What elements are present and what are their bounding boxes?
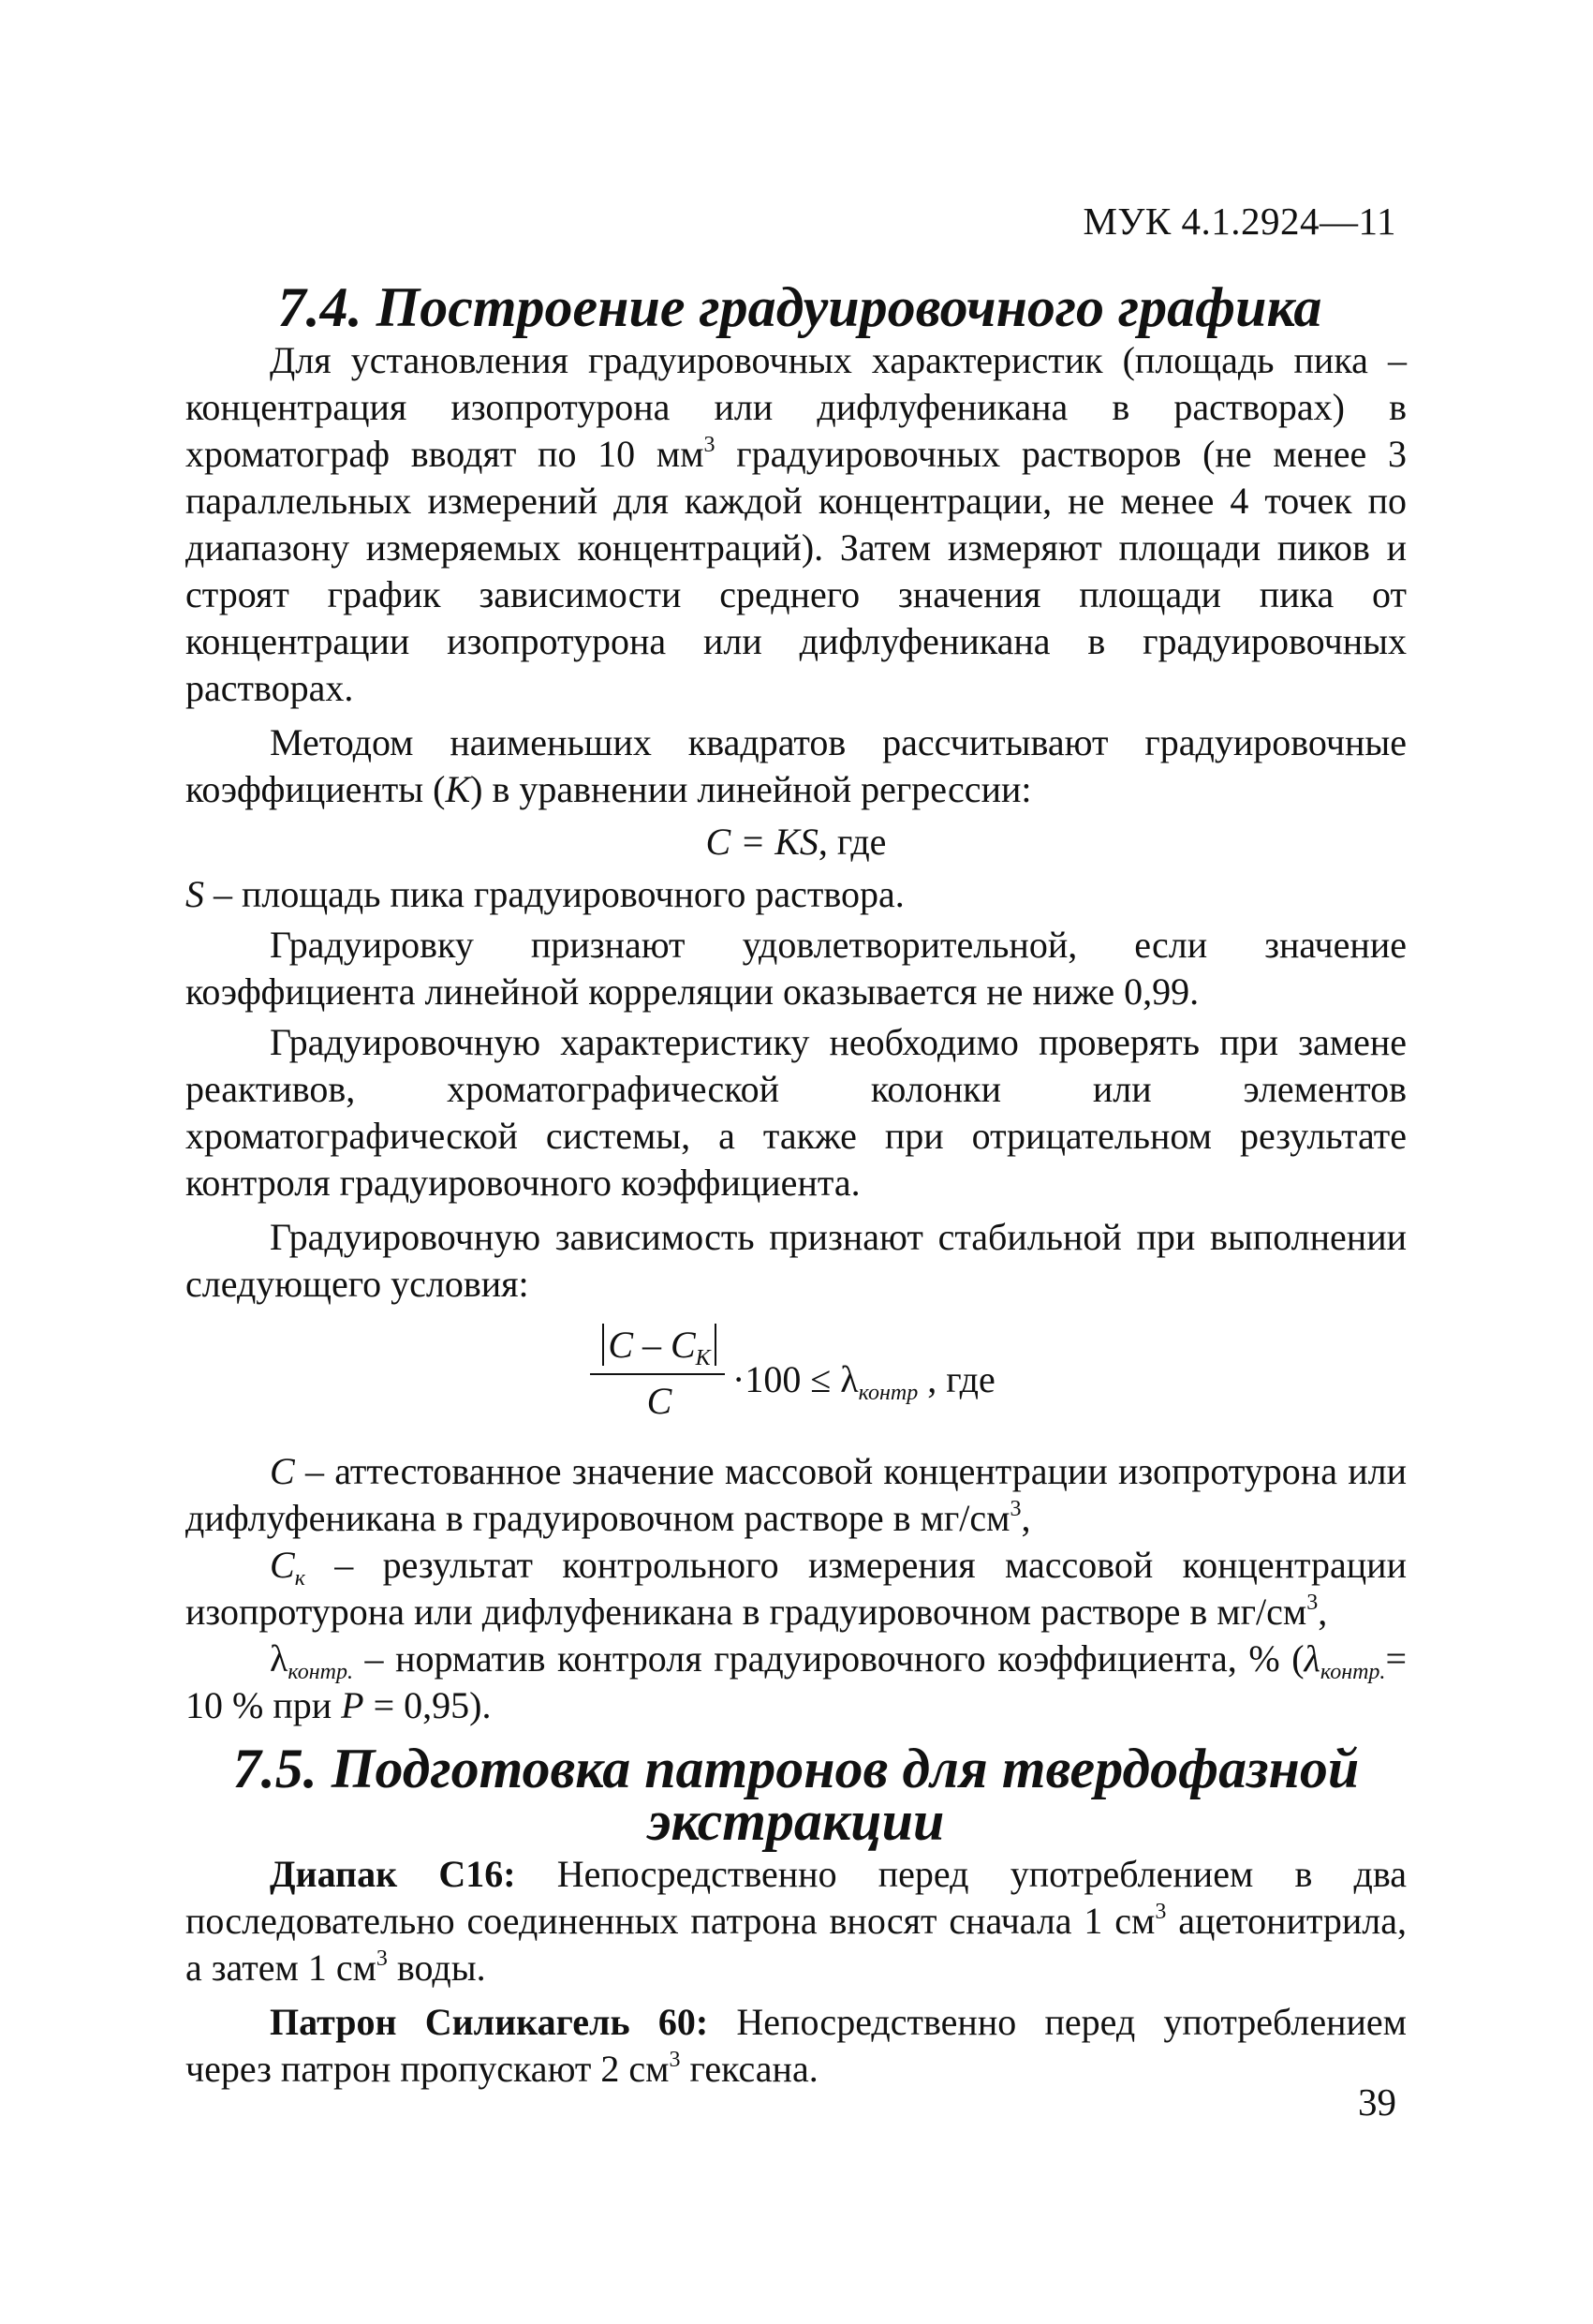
paragraph-calibration-setup: [185, 337, 1407, 712]
k-symbol: K: [445, 768, 471, 810]
para1-text-a: Для установления градуировочных характеристик (площадь пика – концентрация изопротурона или дифлуфеникана в растворах) в хроматограф вводят по 10 мм: [185, 339, 1407, 475]
diapak-label: Диапак С16:: [270, 1853, 516, 1895]
diapak-sup-2: 3: [376, 1947, 388, 1971]
lambda-value-text: = 10 % при: [185, 1637, 1407, 1726]
diapak-sup-1: 3: [1155, 1900, 1167, 1924]
lambda-sub: контр.: [288, 1660, 353, 1684]
definition-c: C – аттестованное значение массовой концентрации изопротурона или дифлуфеникана в градуировочном растворе в $мг/см^3$,: [185, 1450, 1407, 1539]
stability-formula: [185, 1323, 1407, 1437]
s-symbol: S: [185, 873, 204, 915]
formula-suffix: , где: [918, 1358, 996, 1400]
lambda-value-sub: контр.: [1320, 1660, 1386, 1684]
page-number: 39: [1358, 2080, 1396, 2124]
s-definition-text: – площадь пика градуировочного раствора.: [204, 873, 905, 915]
p-symbol: P: [341, 1684, 364, 1726]
definition-lambda: [185, 1636, 1407, 1729]
silica-sup: 3: [669, 2048, 681, 2072]
paragraph-diapak: [185, 1851, 1407, 1991]
cubic-superscript: 3: [703, 433, 715, 457]
lambda-end: = 0,95).: [363, 1684, 492, 1726]
lambda-symbol: λ: [270, 1637, 288, 1680]
para2-text-a: Методом наименьших квадратов рассчитывают градуировочные коэффициенты (: [185, 721, 1407, 810]
paragraph-verification: Градуировочную характеристику необходимо проверять при замене реактивов, хроматографической колонки или элементов хроматографической системы, а также при отрицательном результате контроля градуировочного коэффициента.: [185, 1021, 1407, 1204]
definition-c-text: – аттестованное значение массовой концентрации изопротурона или дифлуфеникана в градуировочном растворе в мг/см: [185, 1450, 1407, 1539]
ck-sub: к: [294, 1566, 305, 1591]
section-7-5-heading: 7.5. Подготовка патронов для твердофазной экстракции: [232, 1738, 1360, 1852]
diapak-text-b: ацетонитрила, а затем 1 см: [185, 1900, 1407, 1989]
s-definition: [185, 871, 1407, 918]
formula-rhs: [732, 1356, 996, 1403]
numerator-sub: K: [695, 1346, 711, 1370]
definition-lambda-text: – норматив контроля градуировочного коэффициента, % (: [352, 1637, 1305, 1680]
formula-numerator: [590, 1323, 729, 1368]
page-content: [185, 276, 1408, 2093]
para1-text-b: градуировочных растворов (не менее 3 параллельных измерений для каждой концентрации, не менее 4 точек по диапазону измеряемых концентраций). Затем измеряют площади пиков и строят график зависимости среднего значения площади пика от концентрации изопротурона или дифлуфеникана в градуировочных растворах.: [185, 433, 1408, 709]
equation-suffix: , где: [818, 821, 887, 863]
definition-ck: $C_к$ – результат контрольного измерения массовой концентрации изопротурона или дифлуфеникана в градуировочном растворе в $мг/см^3$,: [185, 1544, 1407, 1633]
numerator-text: C – C: [608, 1324, 696, 1366]
regression-equation: [185, 819, 1407, 866]
definition-ck-text: – результат контрольного измерения массовой концентрации изопротурона или дифлуфеникана в градуировочном растворе в мг/см: [185, 1544, 1407, 1633]
ck-symbol: C: [270, 1544, 295, 1586]
diapak-text-a: Непосредственно перед употреблением в два последовательно соединенных патрона вносят сначала 1 см: [185, 1853, 1408, 1942]
definition-ck-sup: 3: [1306, 1591, 1319, 1615]
definition-c-sup: 3: [1010, 1497, 1022, 1521]
formula-fraction: [590, 1323, 729, 1424]
paragraph-silica: [185, 1999, 1407, 2093]
formula-denominator: C: [646, 1380, 672, 1422]
formula-rhs-sub: контр: [858, 1381, 919, 1405]
equation-main: C = KS: [705, 821, 819, 863]
paragraph-stability: Градуировочную зависимость признают стабильной при выполнении следующего условия:: [185, 1216, 1407, 1305]
silica-text-a: Непосредственно перед употреблением через патрон пропускают 2 см: [185, 2001, 1407, 2090]
lambda-value-symbol: λ: [1304, 1637, 1320, 1680]
document-code-header: МУК 4.1.2924—11: [1083, 200, 1396, 243]
formula-rhs-text: ·100 ≤ λ: [732, 1358, 859, 1400]
silica-text-b: гексана.: [680, 2048, 819, 2090]
diapak-text-c: воды.: [387, 1947, 486, 1989]
silica-label: Патрон Силикагель 60:: [270, 2001, 709, 2043]
section-7-4-heading: 7.4. Построение градуировочного графика: [277, 276, 1322, 338]
para2-text-b: ) в уравнении линейной регрессии:: [470, 768, 1032, 810]
c-symbol: C: [270, 1450, 295, 1492]
paragraph-correlation: Градуировку признают удовлетворительной, если значение коэффициента линейной корреляции оказывается не ниже 0,99.: [185, 924, 1407, 1013]
paragraph-least-squares: [185, 719, 1407, 813]
fraction-bar: [590, 1373, 725, 1375]
